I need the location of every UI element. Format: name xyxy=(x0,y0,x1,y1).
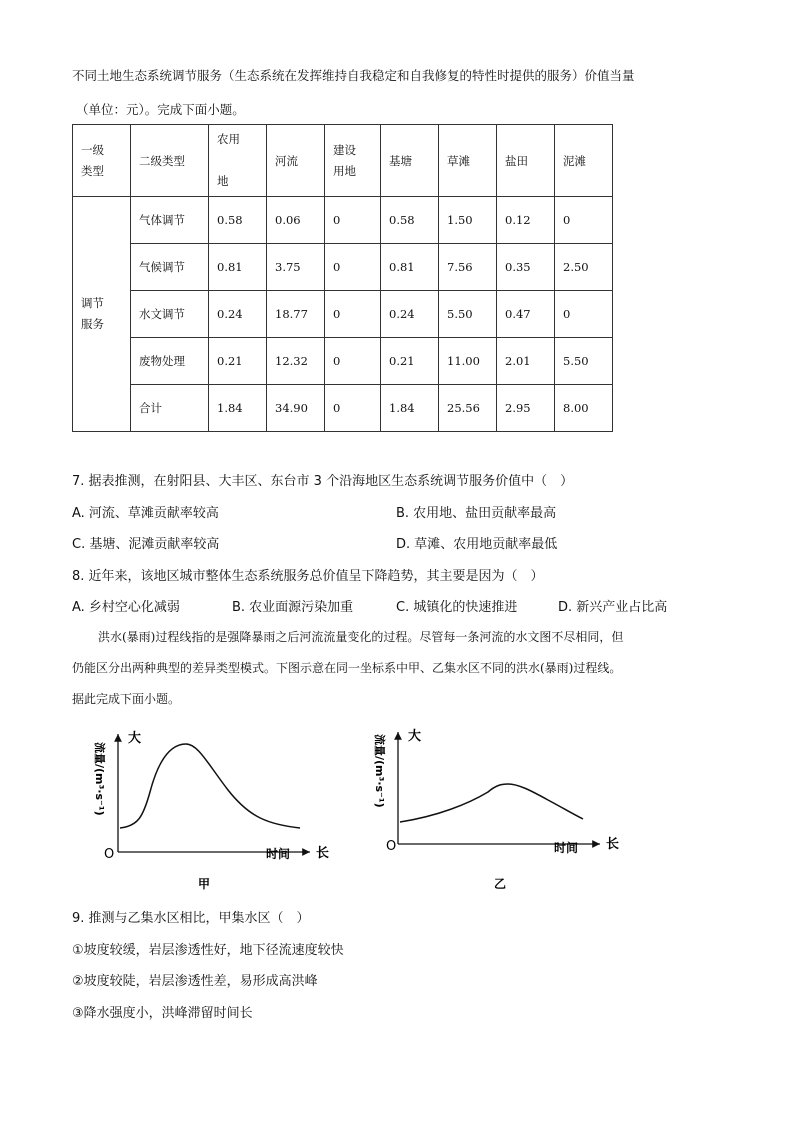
cell: 0.21 xyxy=(209,338,267,385)
hydrograph-curve-jia xyxy=(120,744,300,828)
q7-option-d[interactable]: D. 草滩、农用地贡献率最低 xyxy=(396,537,558,552)
cell: 0.81 xyxy=(209,244,267,291)
header-construction: 建设 用地 xyxy=(325,125,381,197)
table-row xyxy=(73,338,613,385)
cell: 2.01 xyxy=(497,338,555,385)
y-axis-label: 流量/(m³·s⁻¹) xyxy=(93,742,106,816)
table-row xyxy=(73,385,613,432)
header-fishpond: 基塘 xyxy=(381,125,439,197)
y-max-label: 大 xyxy=(408,729,422,744)
hydrograph-jia xyxy=(88,722,348,897)
intro-line-2: （单位：元）。完成下面小题。 xyxy=(76,102,245,117)
service-value-table xyxy=(72,124,613,432)
y-max-label: 大 xyxy=(128,731,142,746)
row-name: 合计 xyxy=(131,385,209,432)
q7-stem: 7. 据表推测，在射阳县、大丰区、东台市 3 个沿海地区生态系统调节服务价值中（ ） xyxy=(72,474,574,489)
cell: 5.50 xyxy=(555,338,613,385)
cell: 1.50 xyxy=(439,197,497,244)
cell: 0 xyxy=(555,291,613,338)
q9-option-1[interactable]: ①坡度较缓，岩层渗透性好，地下径流速度较快 xyxy=(72,943,344,958)
cell: 1.84 xyxy=(381,385,439,432)
cell: 34.90 xyxy=(267,385,325,432)
row-name: 水文调节 xyxy=(131,291,209,338)
cell: 0.58 xyxy=(209,197,267,244)
row-name: 废物处理 xyxy=(131,338,209,385)
origin-label: O xyxy=(386,839,397,854)
cell: 25.56 xyxy=(439,385,497,432)
hydrograph-yi xyxy=(368,722,638,897)
hydrograph-curve-yi xyxy=(400,784,583,822)
table-header-row xyxy=(73,125,613,197)
cell: 0 xyxy=(325,244,381,291)
cell: 18.77 xyxy=(267,291,325,338)
header-level1: 一级 类型 xyxy=(73,125,131,197)
origin-label: O xyxy=(104,847,115,862)
q8-option-c[interactable]: C. 城镇化的快速推进 xyxy=(396,600,518,615)
cell: 0 xyxy=(325,385,381,432)
cell: 5.50 xyxy=(439,291,497,338)
header-river: 河流 xyxy=(267,125,325,197)
q9-option-2[interactable]: ②坡度较陡，岩层渗透性差，易形成高洪峰 xyxy=(72,974,318,989)
header-grassbeach: 草滩 xyxy=(439,125,497,197)
cell: 0.24 xyxy=(381,291,439,338)
q9-option-3[interactable]: ③降水强度小，洪峰滞留时间长 xyxy=(72,1006,253,1021)
cell: 0 xyxy=(325,338,381,385)
header-farmland: 农用 地 xyxy=(209,125,267,197)
q8-stem: 8. 近年来，该地区城市整体生态系统服务总价值呈下降趋势，其主要是因为（ ） xyxy=(72,569,544,584)
q9-stem: 9. 推测与乙集水区相比，甲集水区（ ） xyxy=(72,911,310,926)
q8-option-b[interactable]: B. 农业面源污染加重 xyxy=(232,600,354,615)
cell: 0.06 xyxy=(267,197,325,244)
cell: 0.24 xyxy=(209,291,267,338)
x-max-label: 长 xyxy=(316,846,330,861)
table-row xyxy=(73,244,613,291)
cell: 0.58 xyxy=(381,197,439,244)
q7-option-a[interactable]: A. 河流、草滩贡献率较高 xyxy=(72,506,219,521)
x-axis-label: 时间 xyxy=(266,847,291,861)
cell: 3.75 xyxy=(267,244,325,291)
passage-line-3: 据此完成下面小题。 xyxy=(72,692,181,706)
cell: 0 xyxy=(325,291,381,338)
cell: 0.12 xyxy=(497,197,555,244)
passage-line-2: 仍能区分出两种典型的差异类型模式。下图示意在同一坐标系中甲、乙集水区不同的洪水(暴雨)过程线。 xyxy=(72,661,622,675)
x-axis-label: 时间 xyxy=(554,841,579,855)
q7-option-b[interactable]: B. 农用地、盐田贡献率最高 xyxy=(396,506,557,521)
cell: 1.84 xyxy=(209,385,267,432)
figure-caption-jia: 甲 xyxy=(198,877,211,891)
q7-option-c[interactable]: C. 基塘、泥滩贡献率较高 xyxy=(72,537,220,552)
cell: 11.00 xyxy=(439,338,497,385)
table-row xyxy=(73,291,613,338)
cell: 0.81 xyxy=(381,244,439,291)
cell: 0.21 xyxy=(381,338,439,385)
header-mudflat: 泥滩 xyxy=(555,125,613,197)
cell: 2.50 xyxy=(555,244,613,291)
x-max-label: 长 xyxy=(606,837,620,852)
cell: 0 xyxy=(325,197,381,244)
table-row xyxy=(73,197,613,244)
row-name: 气候调节 xyxy=(131,244,209,291)
cell: 8.00 xyxy=(555,385,613,432)
q8-option-d[interactable]: D. 新兴产业占比高 xyxy=(558,600,668,615)
passage-line-1: 洪水(暴雨)过程线指的是强降暴雨之后河流流量变化的过程。尽管每一条河流的水文图不尽相同，但 xyxy=(98,630,624,644)
cell: 0.35 xyxy=(497,244,555,291)
header-level2: 二级类型 xyxy=(131,125,209,197)
cell: 2.95 xyxy=(497,385,555,432)
cell: 7.56 xyxy=(439,244,497,291)
header-saltfield: 盐田 xyxy=(497,125,555,197)
row-name: 气体调节 xyxy=(131,197,209,244)
cell: 0 xyxy=(555,197,613,244)
category-cell: 调节 服务 xyxy=(73,197,131,432)
q8-option-a[interactable]: A. 乡村空心化减弱 xyxy=(72,600,180,615)
cell: 12.32 xyxy=(267,338,325,385)
y-axis-label: 流量/(m³·s⁻¹) xyxy=(373,734,386,808)
intro-line-1: 不同土地生态系统调节服务（生态系统在发挥维持自我稳定和自我修复的特性时提供的服务）价值当量 xyxy=(72,68,635,83)
cell: 0.47 xyxy=(497,291,555,338)
figure-caption-yi: 乙 xyxy=(494,877,507,891)
